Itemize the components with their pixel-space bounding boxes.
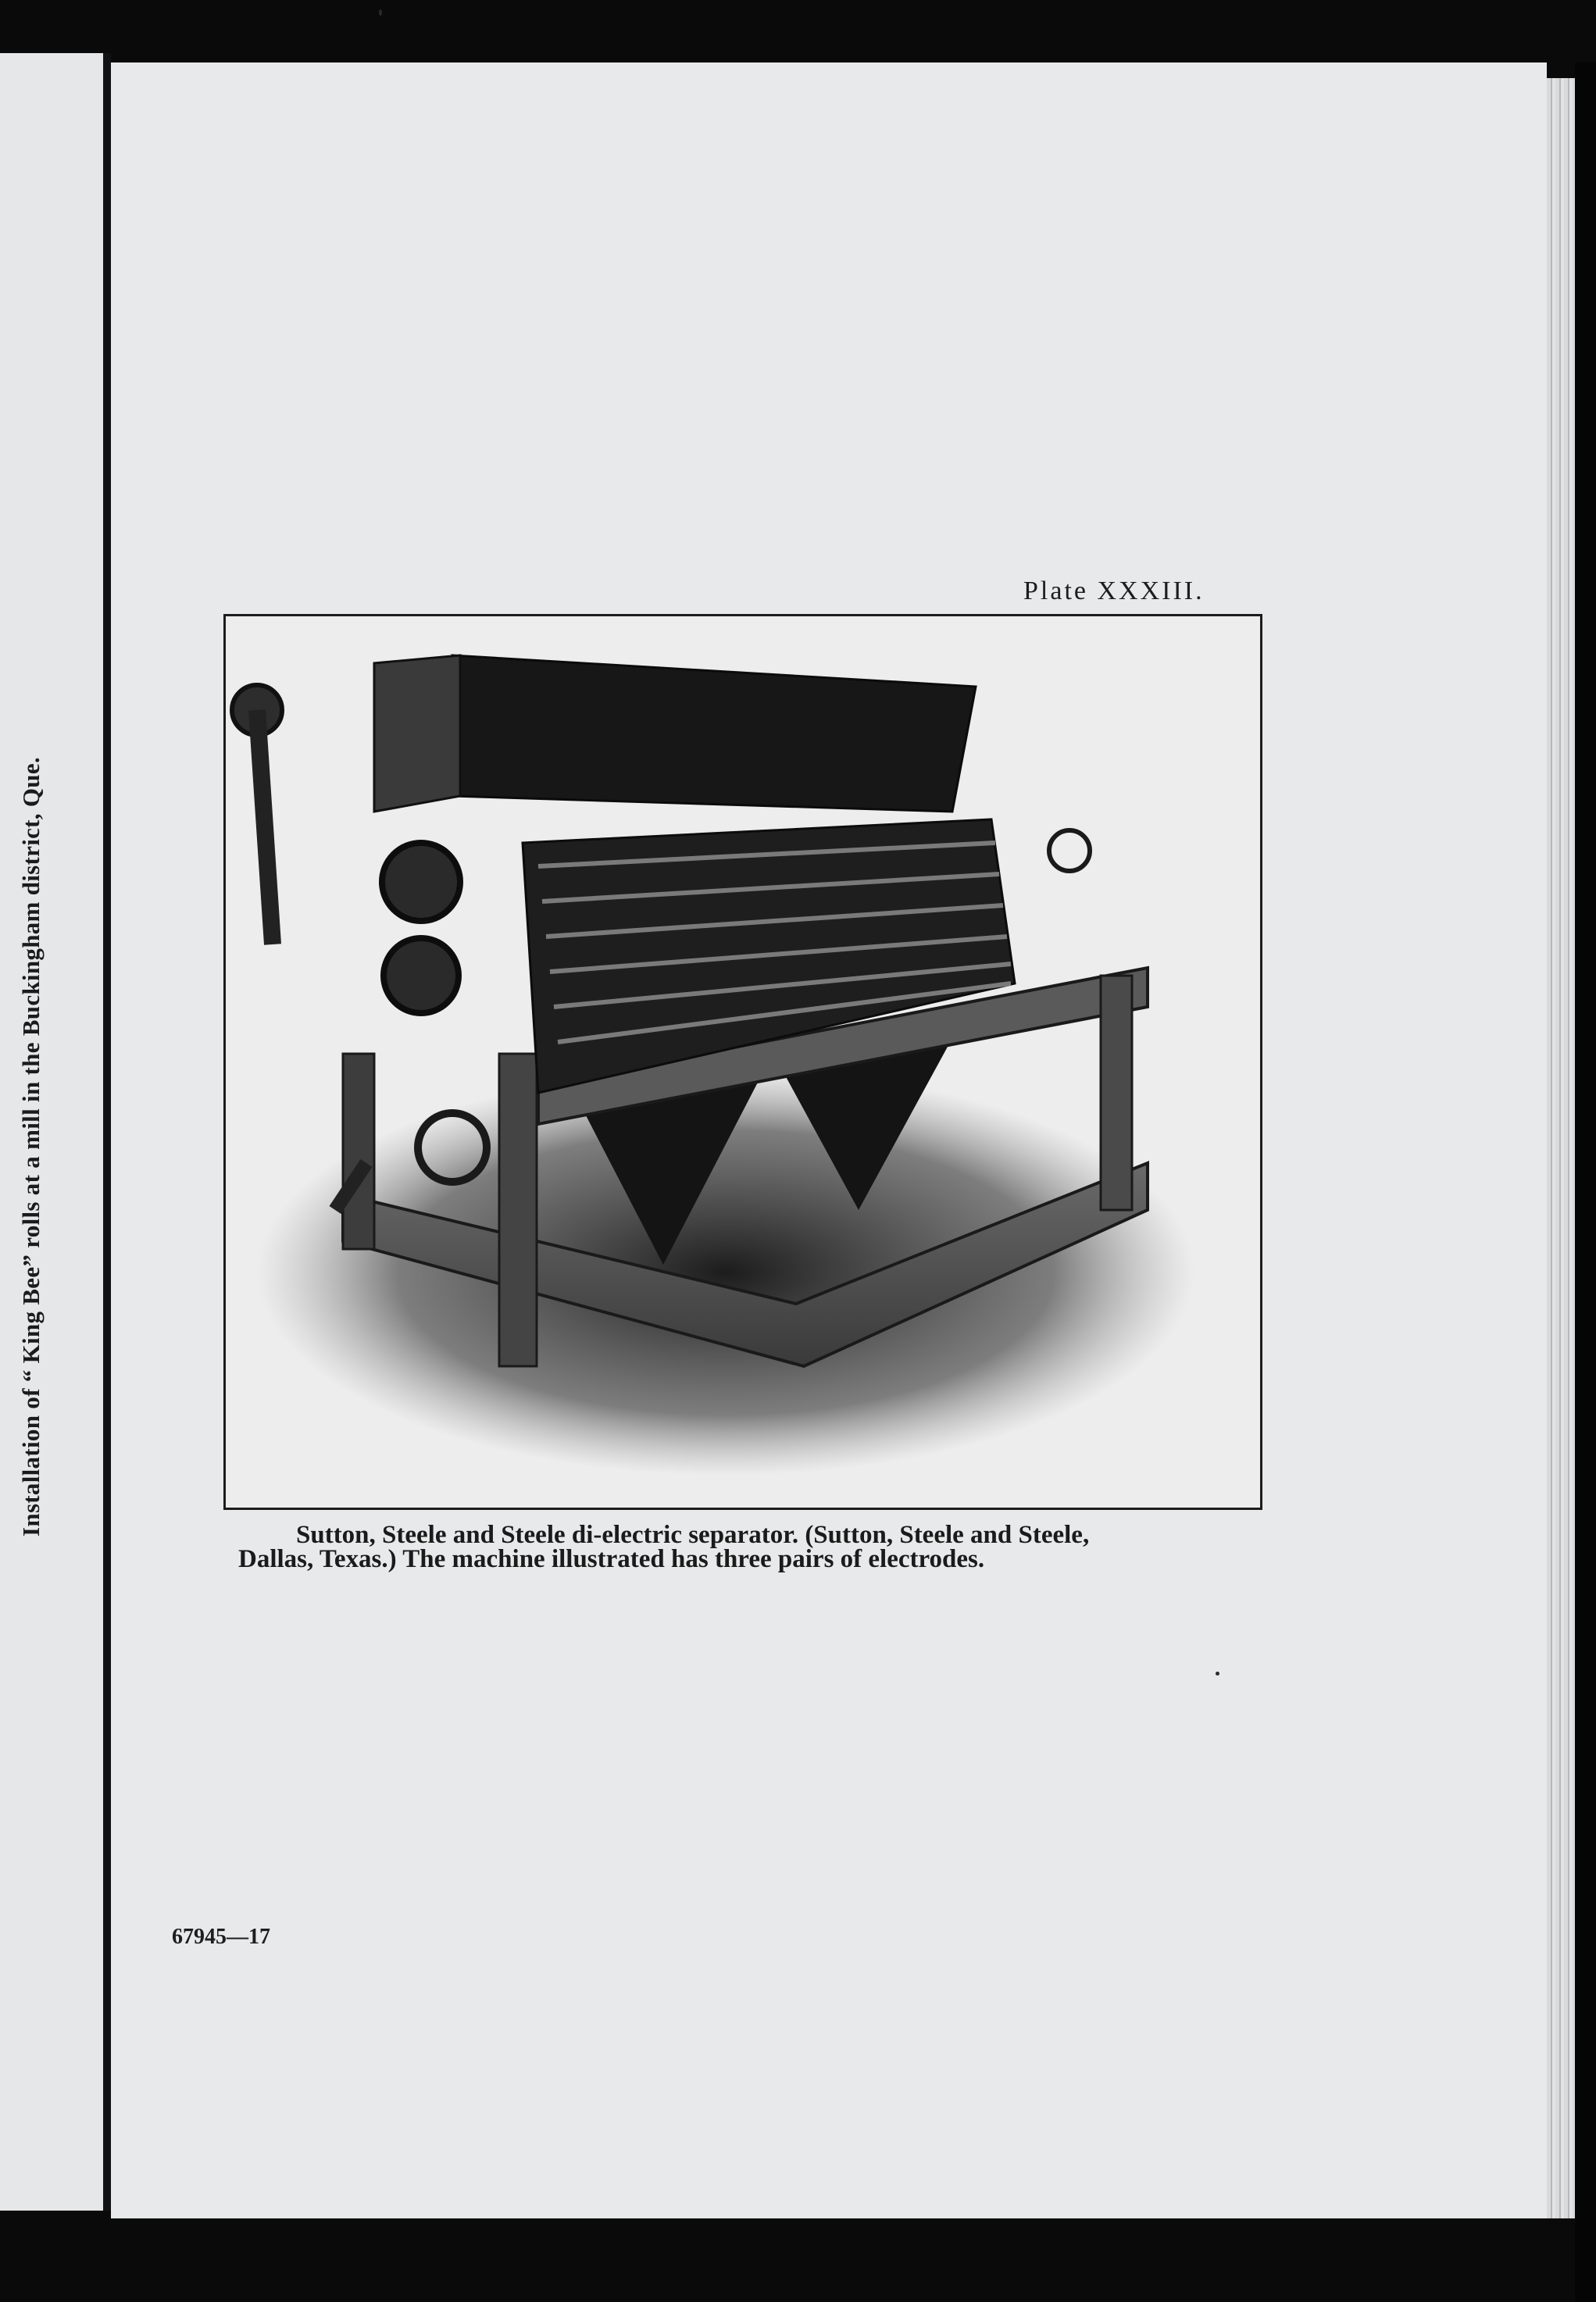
scan-speck [1216, 1672, 1219, 1676]
figure-caption [238, 1523, 1230, 1572]
separator-machine-illustration [226, 616, 1260, 1508]
book-gutter [103, 53, 111, 2211]
caption-line-2: Dallas, Texas.) The machine illustrated has three pairs of electrodes. [238, 1545, 985, 1573]
plate-photograph [223, 614, 1262, 1510]
caption-line-1: Sutton, Steele and Steele di-electric separator. (Sutton, Steele and Steele, [296, 1521, 1090, 1549]
page-edges [1547, 78, 1575, 2218]
page-code: 67945—17 [172, 1925, 270, 1949]
left-page [0, 53, 103, 2211]
plate-label: Plate XXXIII. [1023, 576, 1205, 605]
rotated-side-caption: Installation of “ King Bee” rolls at a mill in the Buckingham district, Que. [17, 757, 45, 1536]
scan-speck [379, 9, 382, 16]
scan-border [1575, 62, 1596, 2302]
